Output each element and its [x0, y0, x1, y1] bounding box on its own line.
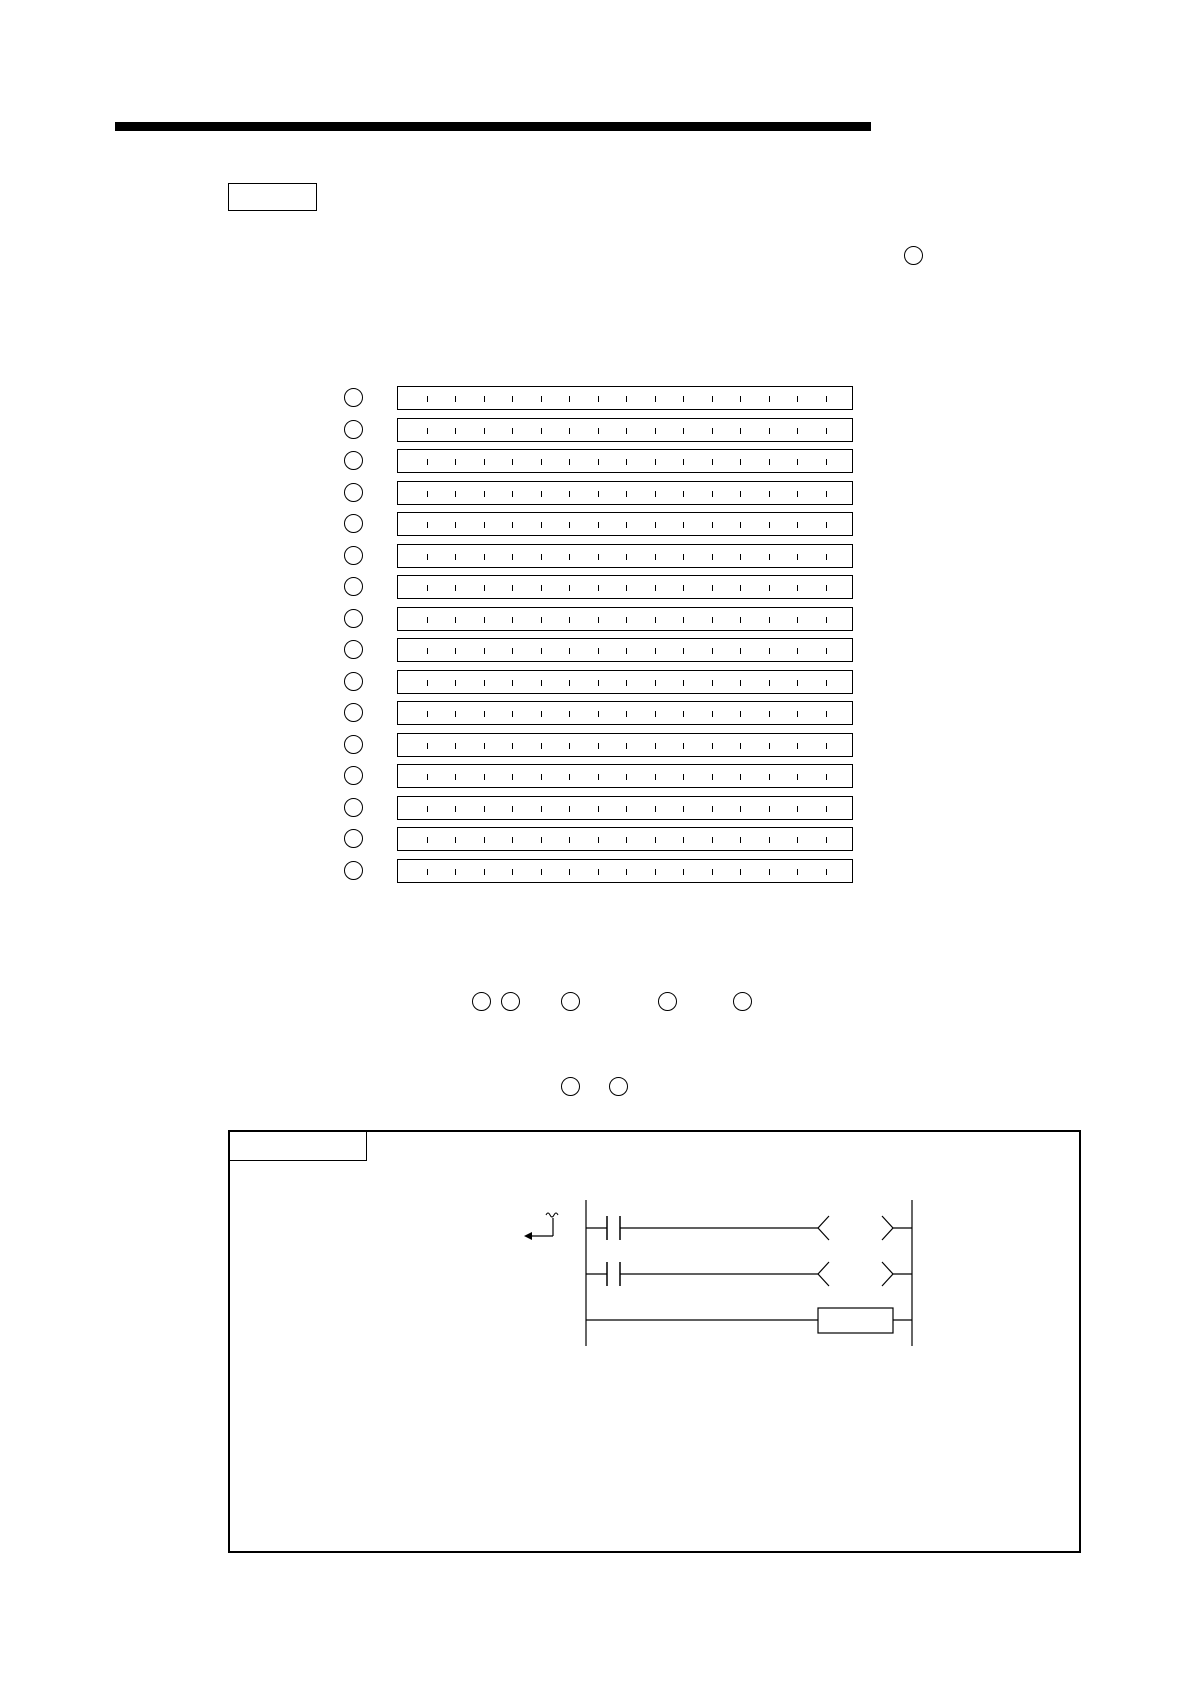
instruction-box [818, 1308, 893, 1333]
coil-right [882, 1216, 893, 1240]
rung-2 [586, 1262, 912, 1286]
coil-left [818, 1216, 829, 1240]
coil-right [882, 1262, 893, 1286]
rung-1 [586, 1216, 912, 1240]
return-arrow-icon [524, 1213, 558, 1240]
coil-left [818, 1262, 829, 1286]
rung-3 [586, 1308, 912, 1333]
